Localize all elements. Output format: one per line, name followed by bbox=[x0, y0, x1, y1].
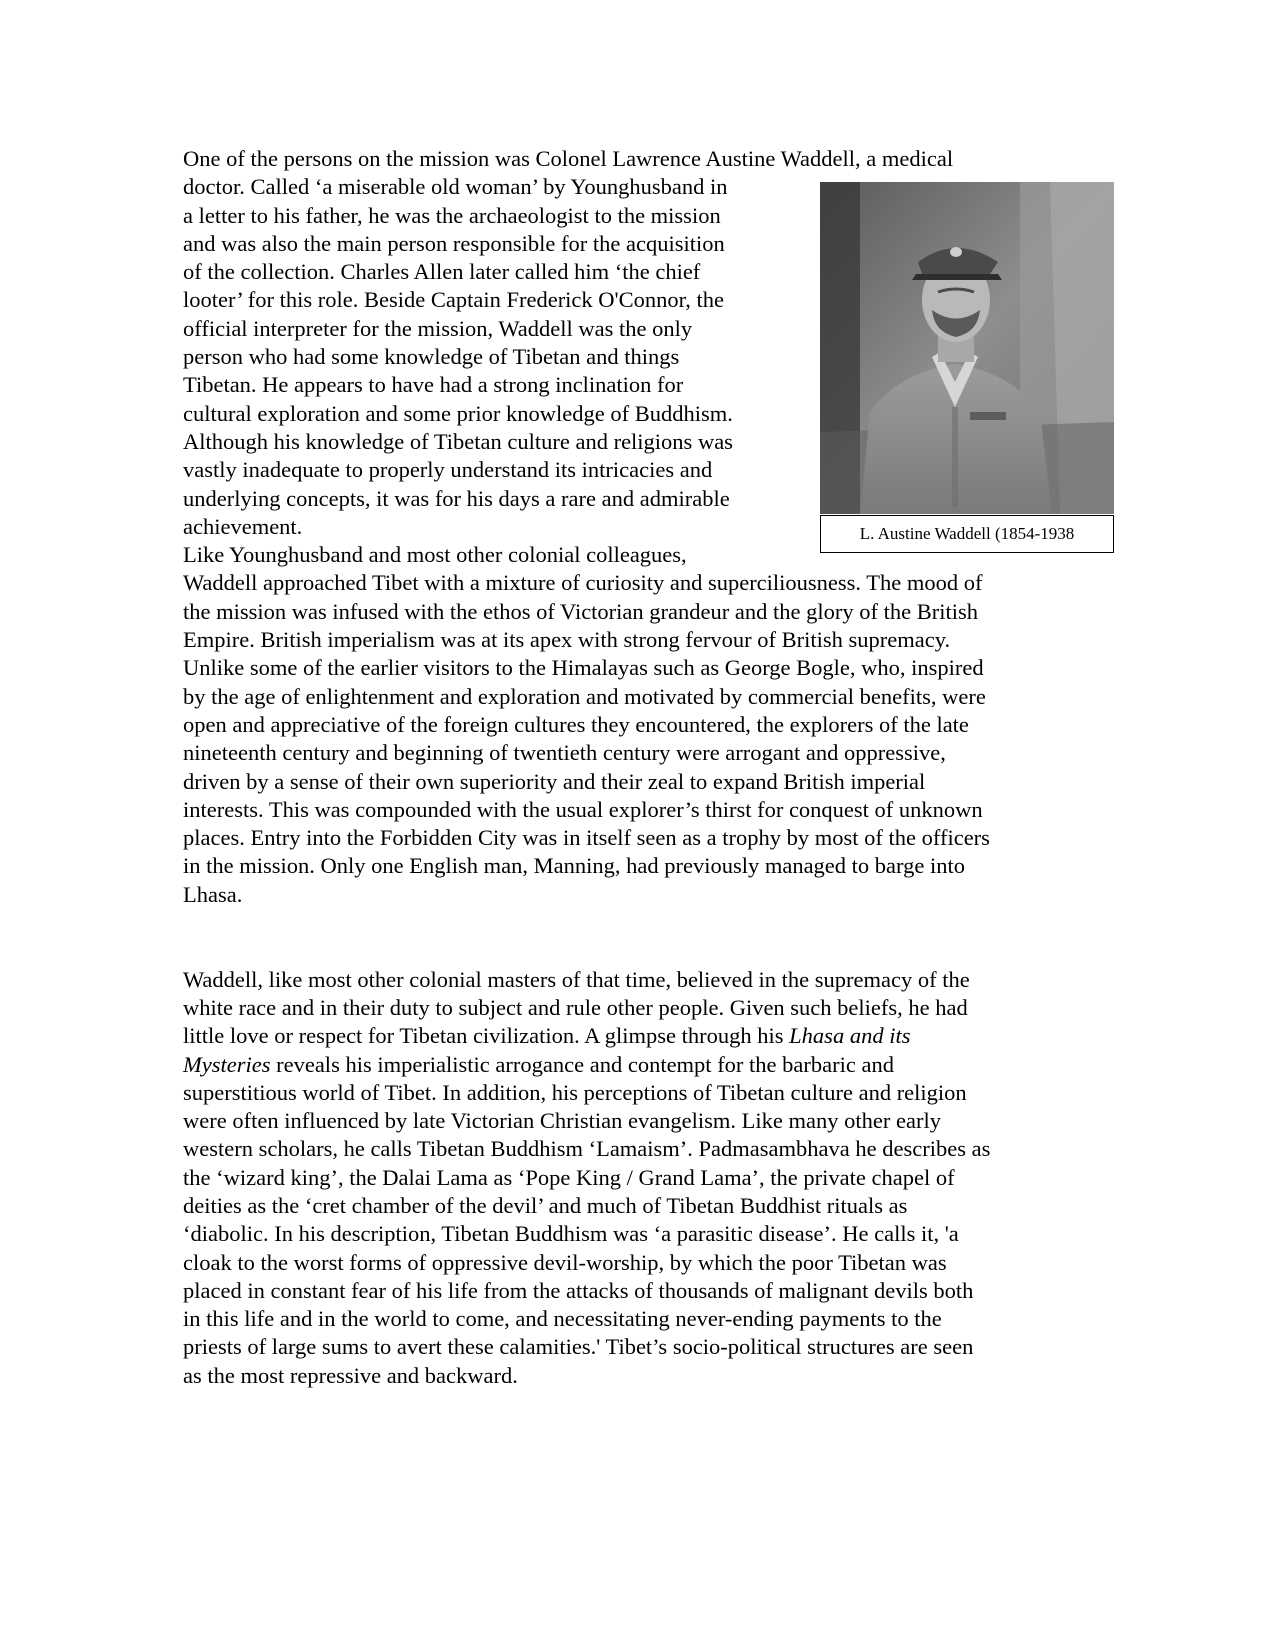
text-line: Empire. British imperialism was at its apex with strong fervour of British supremacy. bbox=[183, 627, 951, 653]
text-line: a letter to his father, he was the archaeologist to the mission bbox=[183, 202, 721, 228]
text-line: in the mission. Only one English man, Manning, had previously managed to barge into bbox=[183, 853, 965, 879]
book-title: Lhasa and its bbox=[789, 1023, 911, 1049]
text-line: Waddell approached Tibet with a mixture of curiosity and superciliousness. The mood of bbox=[183, 570, 983, 596]
text-line: Although his knowledge of Tibetan culture and religions was bbox=[183, 428, 733, 454]
text-line: Like Younghusband and most other colonial colleagues, bbox=[183, 542, 687, 568]
text-span: reveals his imperialistic arrogance and contempt for the barbaric and bbox=[270, 1051, 894, 1077]
text-line: driven by a sense of their own superiority and their zeal to expand British imperial bbox=[183, 768, 926, 794]
text-line: western scholars, he calls Tibetan Buddhism ‘Lamaism’. Padmasambhava he describes as bbox=[183, 1136, 991, 1162]
text-line bbox=[183, 1022, 1073, 1050]
text-line bbox=[183, 1051, 1073, 1079]
text-line: interests. This was compounded with the usual explorer’s thirst for conquest of unknown bbox=[183, 796, 983, 822]
text-line: white race and in their duty to subject and rule other people. Given such beliefs, he had bbox=[183, 994, 968, 1020]
text-line: nineteenth century and beginning of twentieth century were arrogant and oppressive, bbox=[183, 740, 946, 766]
text-line: the ‘wizard king’, the Dalai Lama as ‘Pope King / Grand Lama’, the private chapel of bbox=[183, 1164, 955, 1190]
text-line: Unlike some of the earlier visitors to the Himalayas such as George Bogle, who, inspired bbox=[183, 655, 984, 681]
paragraph-gap bbox=[183, 909, 1073, 966]
text-line: looter’ for this role. Beside Captain Frederick O'Connor, the bbox=[183, 287, 724, 313]
text-line: deities as the ‘cret chamber of the devil’ and much of Tibetan Buddhist rituals as bbox=[183, 1192, 908, 1218]
text-line: doctor. Called ‘a miserable old woman’ by Younghusband in bbox=[183, 174, 728, 200]
text-line: in this life and in the world to come, and necessitating never-ending payments to the bbox=[183, 1306, 942, 1332]
text-line: cultural exploration and some prior knowledge of Buddhism. bbox=[183, 400, 733, 426]
figure-caption: L. Austine Waddell (1854-1938 bbox=[820, 515, 1114, 553]
text-line: achievement. bbox=[183, 513, 303, 539]
text-line: underlying concepts, it was for his days a rare and admirable bbox=[183, 485, 730, 511]
text-span: little love or respect for Tibetan civilization. A glimpse through his bbox=[183, 1023, 790, 1049]
text-line: person who had some knowledge of Tibetan and things bbox=[183, 344, 680, 370]
text-line: Waddell, like most other colonial masters of that time, believed in the supremacy of the bbox=[183, 966, 970, 992]
book-title: Mysteries bbox=[183, 1051, 271, 1077]
text-line: One of the persons on the mission was Colonel Lawrence Austine Waddell, a medical bbox=[183, 146, 954, 171]
text-line: vastly inadequate to properly understand its intricacies and bbox=[183, 457, 713, 483]
text-line: placed in constant fear of his life from the attacks of thousands of malignant devils both bbox=[183, 1277, 974, 1303]
text-line: by the age of enlightenment and exploration and motivated by commercial benefits, were bbox=[183, 683, 986, 709]
text-line: and was also the main person responsible for the acquisition bbox=[183, 230, 725, 256]
text-line: superstitious world of Tibet. In addition, his perceptions of Tibetan culture and religion bbox=[183, 1079, 967, 1105]
text-line: Lhasa. bbox=[183, 881, 243, 907]
text-line: were often influenced by late Victorian Christian evangelism. Like many other early bbox=[183, 1108, 941, 1134]
text-line: Tibetan. He appears to have had a strong inclination for bbox=[183, 372, 684, 398]
text-line: cloak to the worst forms of oppressive devil-worship, by which the poor Tibetan was bbox=[183, 1249, 947, 1275]
text-line: as the most repressive and backward. bbox=[183, 1362, 518, 1388]
text-line: official interpreter for the mission, Waddell was the only bbox=[183, 315, 693, 341]
text-line: of the collection. Charles Allen later called him ‘the chief bbox=[183, 259, 701, 285]
portrait-photo bbox=[820, 182, 1114, 514]
text-line: places. Entry into the Forbidden City was in itself seen as a trophy by most of the officers bbox=[183, 825, 990, 851]
text-line: open and appreciative of the foreign cultures they encountered, the explorers of the late bbox=[183, 711, 969, 737]
text-line: ‘diabolic. In his description, Tibetan Buddhism was ‘a parasitic disease’. He calls it, 'a bbox=[183, 1221, 959, 1247]
portrait-figure bbox=[820, 182, 1114, 553]
paragraph-2 bbox=[183, 966, 1073, 1390]
text-line: the mission was infused with the ethos of Victorian grandeur and the glory of the British bbox=[183, 598, 978, 624]
text-line: priests of large sums to avert these calamities.' Tibet’s socio-political structures are seen bbox=[183, 1334, 974, 1360]
